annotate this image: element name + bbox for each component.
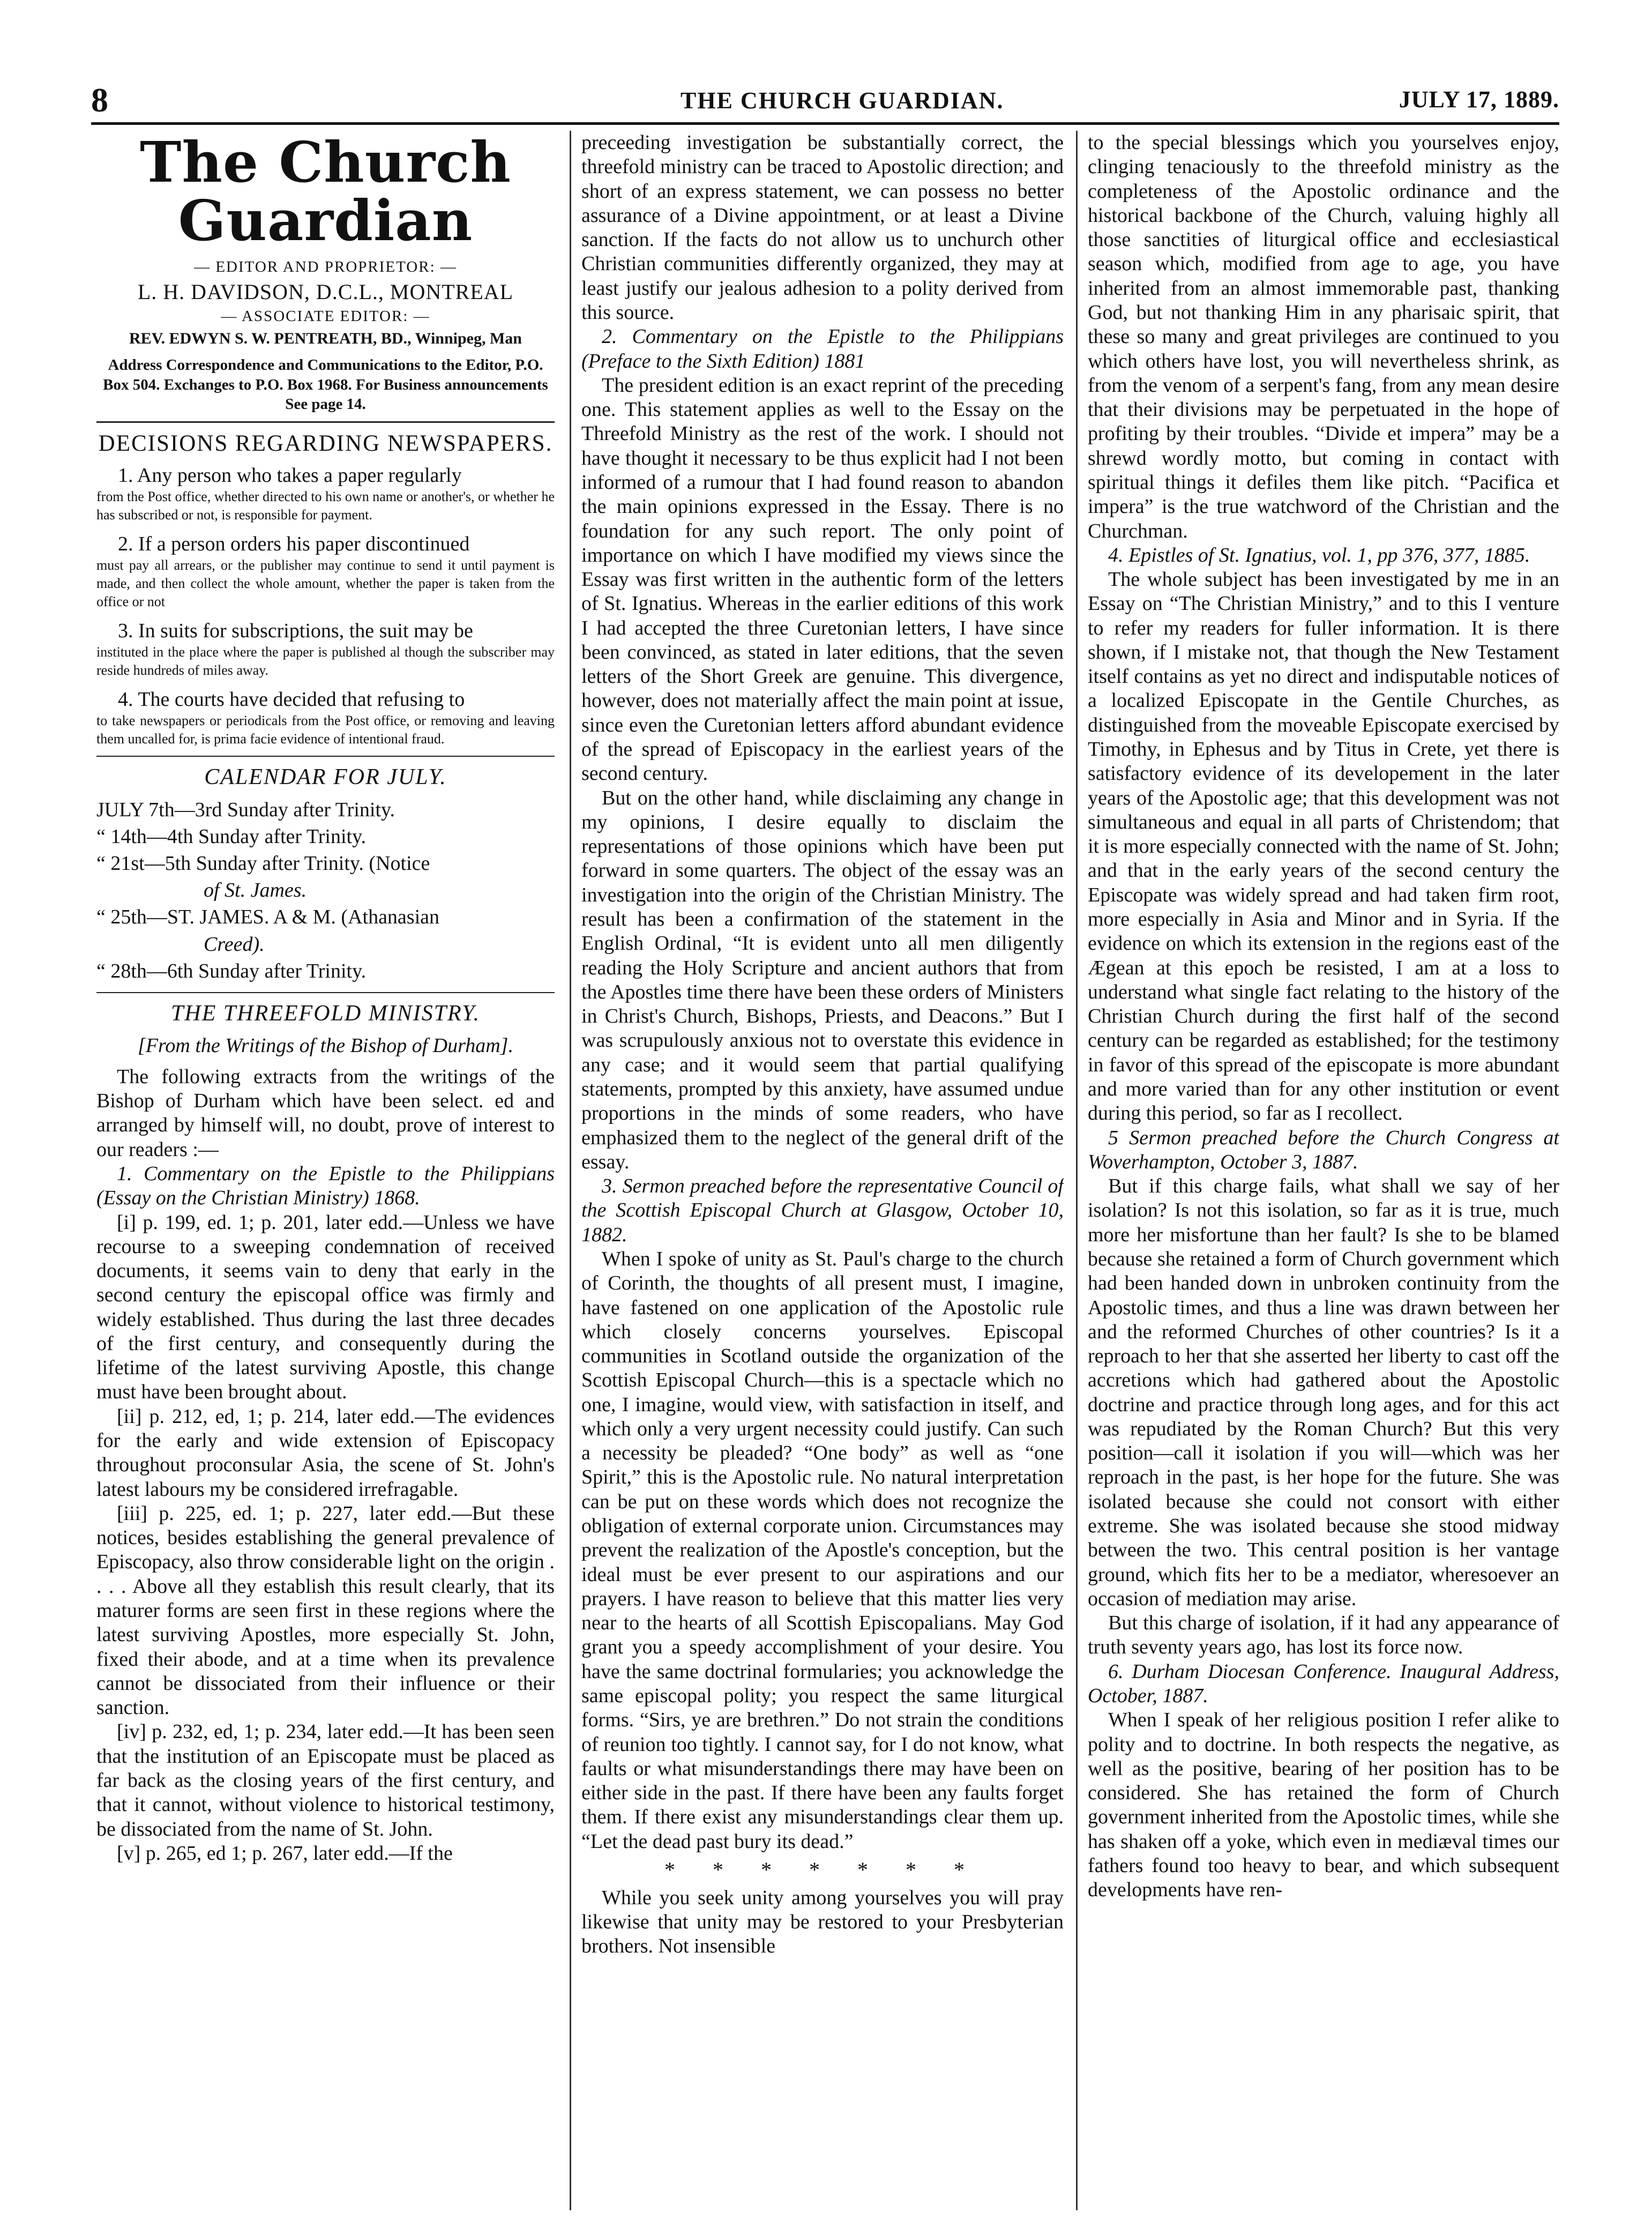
paragraph: When I speak of her religious position I refer alike to polity and to doctrine. In both respects the negative, as well as the positive, bearing of her position has to be considered. She has retained the form of Church government inherited from the Apostolic times, while she has shaken off a yoke, which even in mediæval times our fathers found too heavy to bear, and which subsequent developments have ren- <box>1088 1709 1559 1902</box>
paragraph: But if this charge fails, what shall we say of her isolation? Is not this isolation, so far as it is true, much more her misfortune than her fault? Is she to be blamed because she retained a form of Church government which had been handed down in unbroken continuity from the Apostolic times, and thus a line was drawn between her and the reformed Churches of other countries? Is it a reproach to her that she asserted her liberty to cast off the accretions which had gathered about the Apostolic doctrine and practice through long ages, and for this act was repudiated by the Roman Church? But this very position—call it isolation if you will—which was her reproach in the past, is her hope for the future. She was isolated because she could not consort with either extreme. She was isolated because she stood midway between the two. This central position is her vantage ground, which fits her to be a mediator, wheresoever an occasion of mediation may arise. <box>1088 1175 1559 1610</box>
paragraph: to the special blessings which you yourselves enjoy, clinging tenaciously to the threefold ministry as the completeness of the Apostolic ordinance and the historical backbone of the Church, valuing highly all those sanctities of liturgical office and ecclesiastical season which, modified from age to age, you have inherited from an almost immemorable past, thanking God, but not thanking Him in any pharisaic spirit, that these so many and great privileges are continued to you which others have lost, you will nevertheless shrink, as from the venom of a serpent's fang, from any mean desire that their divisions may be perpetuated in the hope of profiting by their troubles. “Divide et impera” may be a shrewd wordly motto, but coming in contact with spiritual things it defiles them like pitch. “Pacifica et impera” is the true watchword of the Christian and the Churchman. <box>1088 131 1559 542</box>
header-rule <box>91 122 1559 125</box>
decision-item <box>96 463 555 524</box>
article-heading: THE THREEFOLD MINISTRY. <box>171 1001 480 1026</box>
section-rule <box>96 756 555 757</box>
paragraph: 1. Commentary on the Epistle to the Philippians (Essay on the Christian Ministry) 1868. <box>96 1162 555 1210</box>
paragraph: 6. Durham Diocesan Conference. Inaugural Address, October, 1887. <box>1088 1660 1559 1707</box>
section-rule <box>96 421 555 423</box>
calendar-heading: CALENDAR FOR JULY. <box>204 764 447 789</box>
column-2 <box>581 131 1064 2221</box>
calendar-line: of St. James. <box>204 879 307 902</box>
decisions-heading: DECISIONS REGARDING NEWSPAPERS. <box>98 431 553 457</box>
paragraph: 3. Sermon preached before the representative Council of the Scottish Episcopal Church at Glasgow, October 10, 1882. <box>581 1175 1064 1246</box>
page-header <box>91 80 1559 118</box>
address-notice: Address Correspondence and Communications to the Editor, P.O. Box 504. Exchanges to P.O. Box 1968. For Business announcements See page 14. <box>103 356 548 413</box>
paragraph: [v] p. 265, ed 1; p. 267, later edd.—If the <box>117 1842 453 1865</box>
calendar-line: JULY 7th—3rd Sunday after Trinity. <box>96 798 395 821</box>
calendar-line: “ 21st—5th Sunday after Trinity. (Notice <box>96 852 430 875</box>
decision-lead: 4. The courts have decided that refusing to <box>118 688 465 711</box>
issue-date: JULY 17, 1889. <box>1399 86 1559 113</box>
paragraph: [iv] p. 232, ed, 1; p. 234, later edd.—It has been seen that the institution of an Episcopate must be placed as far back as the closing years of the first century, and that it cannot, without violence to historical testimony, be dissociated from the name of St. John. <box>96 1720 555 1840</box>
paragraph: 4. Epistles of St. Ignatius, vol. 1, pp 376, 377, 1885. <box>1108 543 1530 567</box>
article-text-col2 <box>581 131 1064 1958</box>
calendar-line: “ 14th—4th Sunday after Trinity. <box>96 825 367 848</box>
calendar-line: Creed). <box>204 933 265 956</box>
paragraph: [i] p. 199, ed. 1; p. 201, later edd.—Unless we have recourse to a sweeping condemnation of received documents, it seems vain to deny that early in the second century the episcopal office was firmly and widely established. Thus during the last three decades of the first century, and consequently during the lifetime of the latest surviving Apostle, this change must have been brought about. <box>96 1211 555 1404</box>
running-title: THE CHURCH GUARDIAN. <box>681 87 1004 114</box>
column-divider <box>570 131 571 2210</box>
paragraph: [ii] p. 212, ed, 1; p. 214, later edd.—The evidences for the early and wide extension of Episcopacy throughout proconsular Asia, the scene of St. John's latest labours my be considered irrefragable. <box>96 1405 555 1501</box>
paragraph: But on the other hand, while disclaiming any change in my opinions, I desire equally to disclaim the representations of those opinions which have been put forward in some quarters. The object of the essay was an investigation into the origin of the Christian Ministry. The result has been a confirmation of the statement in the English Ordinal, “It is evident unto all men diligently reading the Holy Scripture and ancient authors that from the Apostles time there have been these orders of Ministers in Christ's Church, Bishops, Priests, and Deacons.” But I was scrupulously anxious not to overstate this evidence in any case; and it would seem that partial qualifying statements, prompted by this anxiety, have assumed undue proportions in the minds of some readers, who have emphasized them to the neglect of the general drift of the essay. <box>581 786 1064 1173</box>
decision-text: to take newspapers or periodicals from the Post office, or removing and leaving them uncalled for, is prima facie evidence of intentional fraud. <box>96 713 555 747</box>
section-rule <box>96 992 555 993</box>
decision-text: must pay all arrears, or the publisher may continue to send it until payment is made, and then collect the whole amount, whether the paper is taken from the office or not <box>96 557 555 610</box>
masthead-title: The Church Guardian <box>139 131 512 254</box>
decision-lead: 2. If a person orders his paper discontinued <box>118 533 470 556</box>
decision-lead: 1. Any person who takes a paper regularly <box>118 464 462 487</box>
article-text-col3 <box>1088 131 1559 1903</box>
paragraph: preceeding investigation be substantially correct, the threefold ministry can be traced to Apostolic direction; and short of an express statement, we can possess no better assurance of a Divine appointment, or at least a Divine sanction. If the facts do not allow us to unchurch other Christian communities differently organized, they may at least justify our jealous adhesion to a polity derived from this source. <box>581 131 1064 324</box>
article-text-col1 <box>96 1065 555 1866</box>
editor-name: L. H. DAVIDSON, D.C.L., MONTREAL <box>137 280 514 304</box>
calendar-line: “ 25th—ST. JAMES. A & M. (Athanasian <box>96 906 440 929</box>
page-number: 8 <box>91 81 108 119</box>
paragraph: 5 Sermon preached before the Church Congress at Woverhampton, October 3, 1887. <box>1088 1126 1559 1173</box>
calendar-list <box>96 796 555 985</box>
paragraph: [iii] p. 225, ed. 1; p. 227, later edd.—But these notices, besides establishing the general prevalence of Episcopacy, also throw considerable light on the origin . . . . Above all they establish this result clearly, that its maturer forms are seen first in these regions where the latest surviving Apostles, more especially St. John, fixed their abode, and at a time when its prevalence cannot be dissociated from their influence or their sanction. <box>96 1502 555 1719</box>
paragraph: The president edition is an exact reprint of the preceding one. This statement applies as well to the Essay on the Threefold Ministry as the rest of the work. I should not have thought it necessary to be thus explicit had I not been informed of a rumour that I had found reason to abandon the main opinions expressed in the Essay. There is no foundation for any such report. The only point of importance on which I have modified my views since the Essay was first written in the authentic form of the letters of St. Ignatius. Whereas in the earlier editions of this work I had accepted the three Curetonian letters, I have since been convinced, as stated in later editions, that the seven letters of the Short Greek are genuine. This divergence, however, does not materially affect the main point at issue, since even the Curetonian letters afford abundant evidence of the spread of Episcopacy in the earliest years of the second century. <box>581 374 1064 785</box>
paragraph: While you seek unity among yourselves you will pray likewise that unity may be restored to your Presbyterian brothers. Not insensible <box>581 1886 1064 1958</box>
calendar-line: “ 28th—6th Sunday after Trinity. <box>96 959 367 982</box>
paragraph: But this charge of isolation, if it had any appearance of truth seventy years ago, has lost its force now. <box>1088 1612 1559 1659</box>
paragraph: The following extracts from the writings of the Bishop of Durham which have been select. ed and arranged by himself will, no doubt, prove of interest to our readers :— <box>96 1065 555 1161</box>
column-1 <box>96 131 555 2221</box>
decision-item <box>96 618 555 680</box>
paragraph: 2. Commentary on the Epistle to the Philippians (Preface to the Sixth Edition) 1881 <box>581 325 1064 372</box>
associate-name: REV. EDWYN S. W. PENTREATH, BD., Winnipeg, Man <box>129 330 522 348</box>
column-3 <box>1088 131 1559 2221</box>
column-divider <box>1076 131 1078 2210</box>
editor-label: — EDITOR AND PROPRIETOR: — <box>194 258 457 276</box>
associate-label: — ASSOCIATE EDITOR: — <box>221 308 430 325</box>
paragraph: When I spoke of unity as St. Paul's charge to the church of Corinth, the thoughts of all present must, I imagine, have fastened on one application of the Apostolic rule which closely concerns yourselves. Episcopal communities in Scotland outside the organization of the Scottish Episcopal Church—this is a spectacle which no one, I imagine, would view, with satisfaction in itself, and which only a very urgent necessity could justify. Can such a necessity be pleaded? “One body” as well as “one Spirit,” this is the Apostolic rule. No natural interpretation can be put on these words which does not recognize the obligation of external corporate union. Circumstances may prevent the realization of the Apostle's conception, but the ideal must be ever present to our aspirations and our prayers. I have reason to believe that this matter lies very near to the hearts of all Scottish Episcopalians. May God grant you a speedy accomplishment of your desire. You have the same doctrinal formularies; you acknowledge the same episcopal polity; you respect the same liturgical forms. “Sirs, ye are brethren.” Do not strain the conditions of reunion too tightly. I cannot say, for I do not know, what faults or what misunderstandings there may have been on either side in the past. If there have been any faults forget them. If there exist any misunderstandings clear them up. “Let the dead past bury its dead.” <box>581 1247 1064 1853</box>
decision-item <box>96 532 555 611</box>
decision-text: from the Post office, whether directed to his own name or another's, or whether he has subscribed or not, is responsible for payment. <box>96 489 555 523</box>
decision-lead: 3. In suits for subscriptions, the suit may be <box>118 619 473 642</box>
decision-text: instituted in the place where the paper is published al though the subscriber may reside hundreds of miles away. <box>96 644 555 678</box>
article-source: [From the Writings of the Bishop of Durham]. <box>138 1034 513 1057</box>
paragraph: The whole subject has been investigated by me in an Essay on “The Christian Ministry,” and to this I venture to refer my readers for fuller information. It is there shown, if I mistake not, that though the New Testament itself contains as yet no direct and indisputable notices of a localized Episcopate in the Gentile Churches, as distinguished from the moveable Episcopate exercised by Timothy, in Ephesus and by Titus in Crete, yet there is satisfactory evidence of its developement in the later years of the Apostolic age; that this development was not simultaneous and equal in all parts of Christendom; that it is more especially connected with the name of St. John; and that in the early years of the second century the Episcopate was widely spread and had taken firm root, more especially in Asia and Minor and in Syria. If the evidence on which its extension in the regions east of the Ægean at this epoch be resisted, I am at a loss to understand what single fact relating to the history of the Christian Church during the first half of the second century can be regarded as established; for the testimony in favor of this spread of the episcopate is more abundant and more varied than for any other institution or event during this period, so far as I recollect. <box>1088 568 1559 1125</box>
decision-item <box>96 687 555 748</box>
asterisk-separator: * * * * * * * <box>664 1857 981 1882</box>
